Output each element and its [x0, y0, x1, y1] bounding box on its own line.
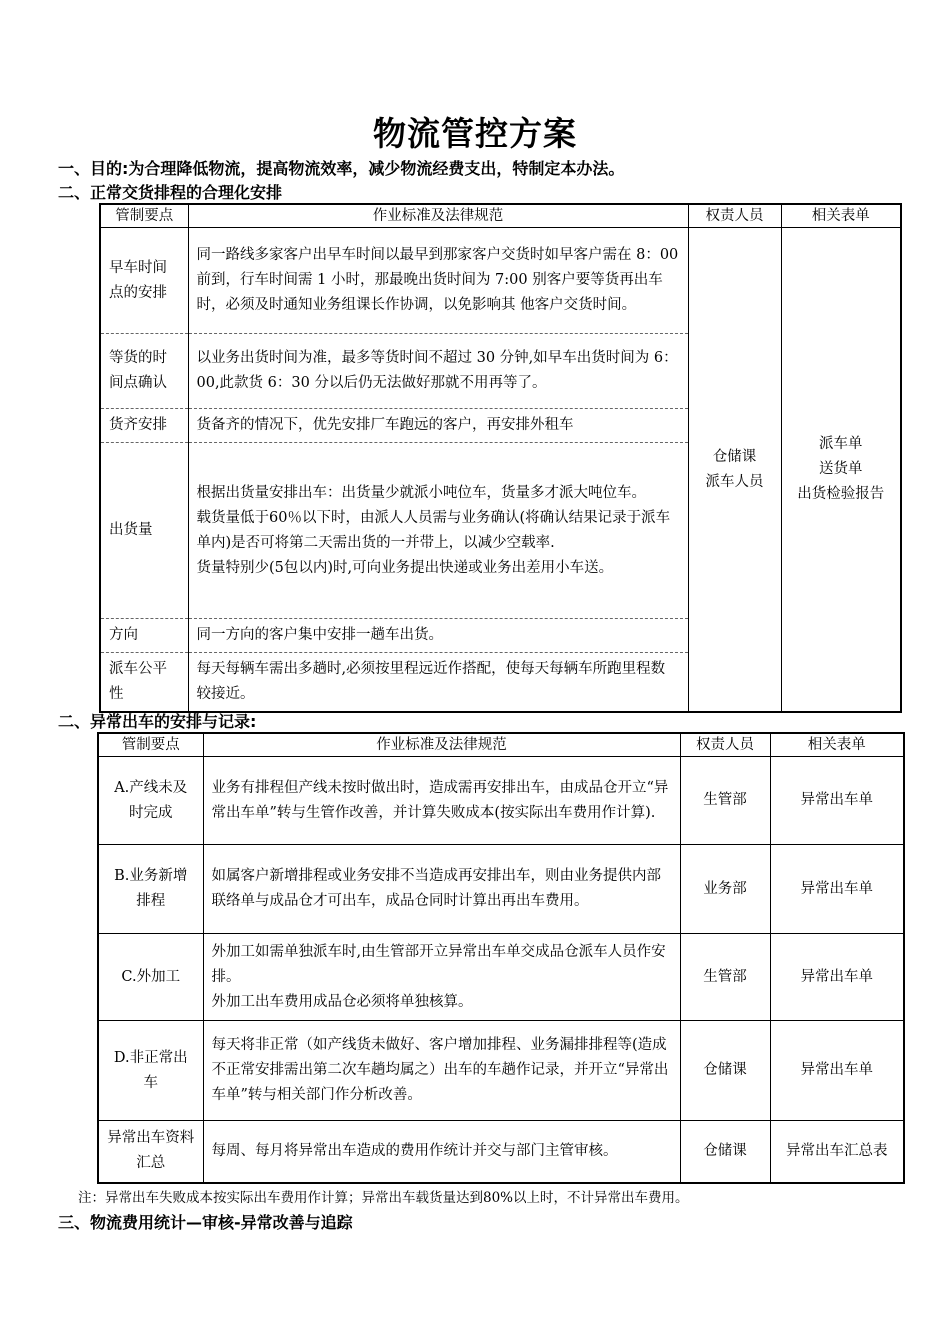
responsible-cell: 生管部: [680, 934, 770, 1021]
standard-text: 同一路线多家客户出早车时间以最早到那家客户交货时如早客户需在 8：00 前到，行车时间需 1 小时，那最晚出货时间为 7:00 别客户要等货再出车时，必须及时通知业务组课长作协调，以免影响其 他客户交货时间。: [188, 228, 688, 334]
normal-delivery-table: [99, 203, 902, 713]
standard-text: 货备齐的情况下，优先安排厂车跑远的客户，再安排外租车: [188, 409, 688, 443]
form-cell: 异常出车汇总表: [770, 1121, 904, 1183]
form-line: 送货单: [819, 461, 863, 477]
table-row: [98, 1121, 904, 1183]
table-header-row: [98, 733, 904, 757]
control-point: 方向: [100, 619, 188, 653]
section-purpose: 一、目的:为合理降低物流，提高物流效率，减少物流经费支出，特制定本办法。: [58, 159, 625, 178]
responsible-cell: 仓储课: [680, 1021, 770, 1121]
abnormal-dispatch-table: [97, 732, 905, 1184]
control-point: 早车时间点的安排: [100, 228, 188, 334]
responsible-cell: [688, 228, 781, 713]
responsible-cell: 业务部: [680, 845, 770, 934]
control-point: 等货的时间点确认: [100, 334, 188, 409]
header-cell: 管制要点: [98, 733, 203, 757]
form-line: 派车单: [819, 436, 863, 452]
standard-text: 同一方向的客户集中安排一趟车出货。: [188, 619, 688, 653]
responsible-cell: 仓储课: [680, 1121, 770, 1183]
forms-cell: [781, 228, 901, 713]
form-cell: 异常出车单: [770, 934, 904, 1021]
page-title: 物流管控方案: [373, 114, 577, 153]
standard-text: 每天将非正常（如产线货未做好、客户增加排程、业务漏排排程等(造成不正常安排需出第二次车趟均属之）出车的车趟作记录，并开立“异常出车单”转与相关部门作分析改善。: [203, 1021, 680, 1121]
table-row: [98, 934, 904, 1021]
header-cell: 相关表单: [781, 204, 901, 228]
standard-text: 每周、每月将异常出车造成的费用作统计并交与部门主管审核。: [203, 1121, 680, 1183]
standard-text: 以业务出货时间为准，最多等货时间不超过 30 分钟,如早车出货时间为 6：00,此款货 6：30 分以后仍无法做好那就不用再等了。: [188, 334, 688, 409]
header-cell: 相关表单: [770, 733, 904, 757]
responsible-cell: 生管部: [680, 757, 770, 845]
standard-line: 根据出货量安排出车：出货量少就派小吨位车，货量多才派大吨位车。: [196, 484, 646, 501]
table-row: [98, 1021, 904, 1121]
form-line: 出货检验报告: [797, 486, 885, 502]
table-header-row: [100, 204, 901, 228]
standard-line: 外加工出车费用成品仓必须将单独核算。: [211, 993, 473, 1010]
table-row: [100, 228, 901, 334]
control-point: D.非正常出车: [98, 1021, 203, 1121]
control-point: A.产线未及时完成: [98, 757, 203, 845]
control-point: 派车公平性: [100, 653, 188, 713]
responsible-line: 派车人员: [705, 473, 764, 490]
standard-line: 货量特别少(5包以内)时,可向业务提出快递或业务出差用小车送。: [196, 559, 614, 576]
responsible-line: 仓储课: [712, 448, 757, 465]
header-cell: 权责人员: [680, 733, 770, 757]
header-cell: 管制要点: [100, 204, 188, 228]
control-point: B.业务新增排程: [98, 845, 203, 934]
control-point: C.外加工: [98, 934, 203, 1021]
control-point: 货齐安排: [100, 409, 188, 443]
footnote: 注：异常出车失败成本按实际出车费用作计算；异常出车载货量达到80%以上时，不计异常出车费用。: [78, 1190, 689, 1206]
standard-text: 业务有排程但产线未按时做出时，造成需再安排出车，由成品仓开立“异常出车单”转与生管作改善，并计算失败成本(按实际出车费用作计算).: [203, 757, 680, 845]
table-row: [98, 845, 904, 934]
control-point: 出货量: [100, 443, 188, 619]
standard-line: 外加工如需单独派车时,由生管部开立异常出车单交成品仓派车人员作安排。: [211, 943, 666, 985]
control-point: 异常出车资料汇总: [98, 1121, 203, 1183]
standard-text: [188, 443, 688, 619]
standard-text: 如属客户新增排程或业务安排不当造成再安排出车，则由业务提供内部联络单与成品仓才可出车，成品仓同时计算出再出车费用。: [203, 845, 680, 934]
section-abnormal-dispatch: 二、异常出车的安排与记录:: [58, 712, 257, 731]
header-cell: 权责人员: [688, 204, 781, 228]
form-cell: 异常出车单: [770, 757, 904, 845]
form-cell: 异常出车单: [770, 1021, 904, 1121]
header-cell: 作业标准及法律规范: [203, 733, 680, 757]
standard-text: 每天每辆车需出多趟时,必须按里程远近作搭配，使每天每辆车所跑里程数较接近。: [188, 653, 688, 713]
form-cell: 异常出车单: [770, 845, 904, 934]
section-cost-review: 三、物流费用统计—审核-异常改善与追踪: [58, 1213, 353, 1232]
section-normal-delivery: 二、正常交货排程的合理化安排: [58, 183, 283, 202]
standard-line: 载货量低于60％以下时，由派人人员需与业务确认(将确认结果记录于派车单内)是否可将第二天需出货的一并带上，以减少空载率.: [196, 509, 671, 551]
standard-text: [203, 934, 680, 1021]
header-cell: 作业标准及法律规范: [188, 204, 688, 228]
table-row: [98, 757, 904, 845]
